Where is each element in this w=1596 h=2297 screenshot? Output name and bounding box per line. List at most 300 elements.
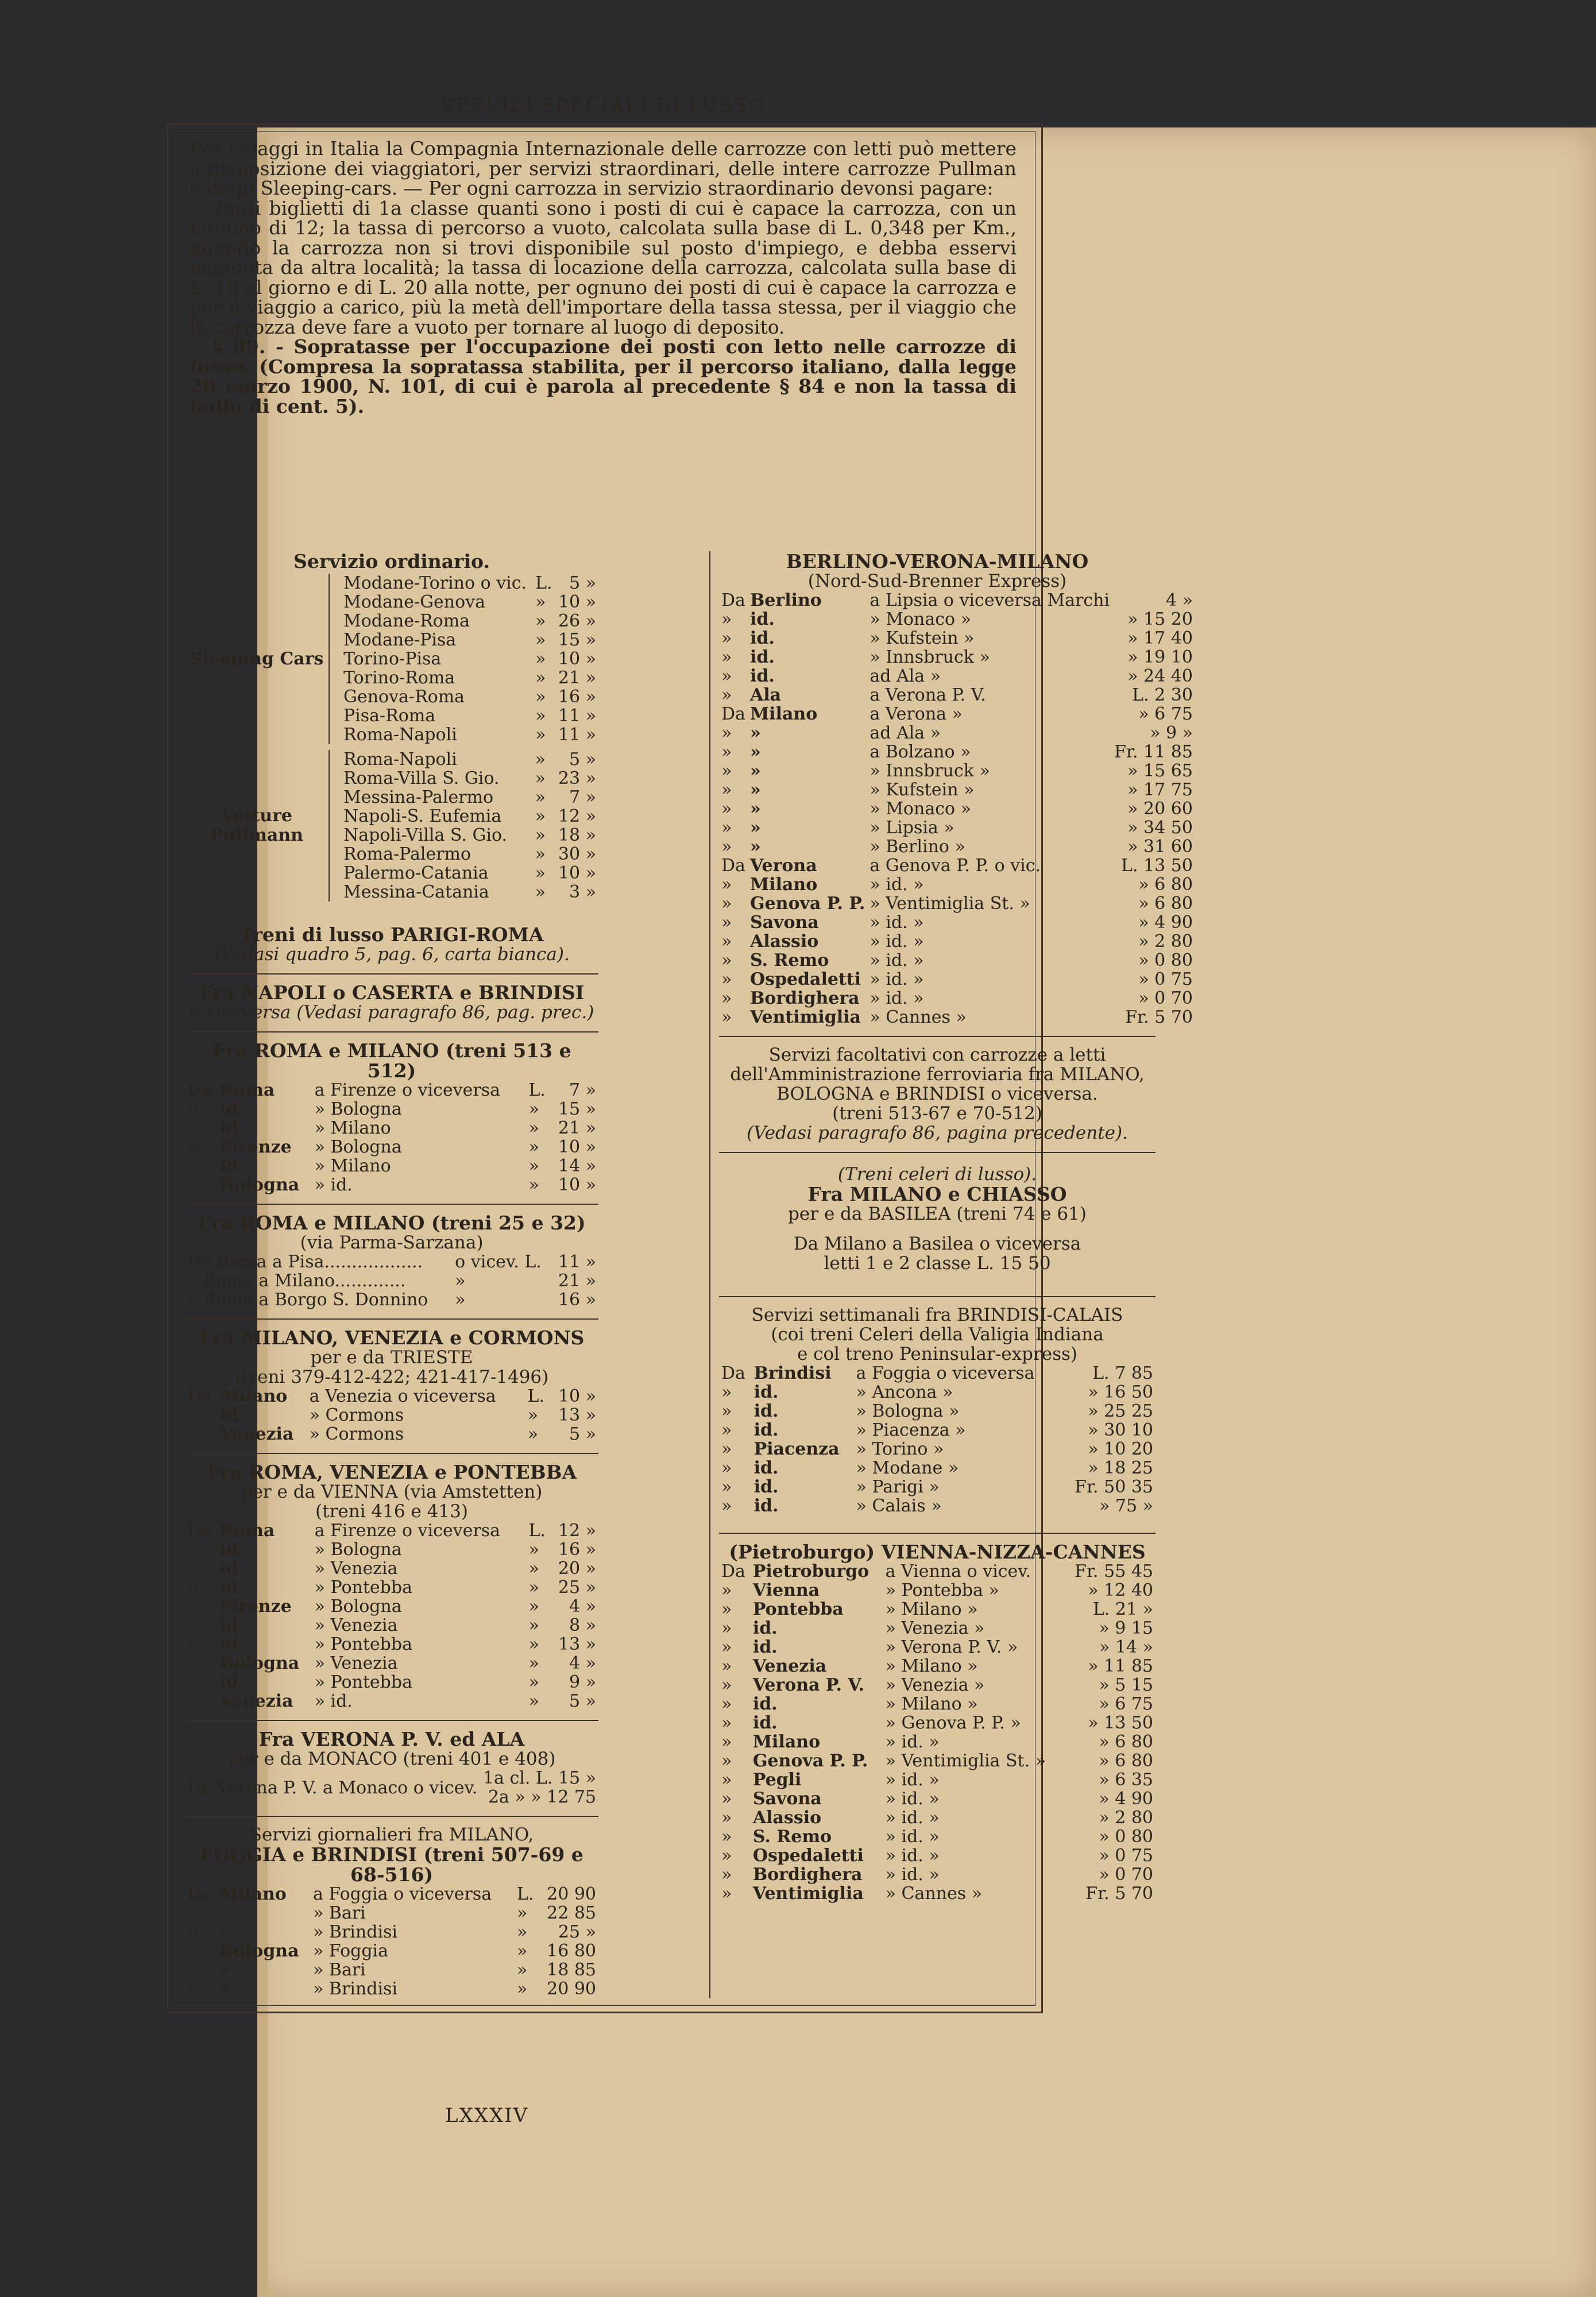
table-cell: » [187,1137,198,1157]
verona-monaco-price-2: 2a » » 12 75 [488,1787,596,1807]
table-cell: Milano [749,875,818,895]
table-row [719,1421,1156,1440]
table-row [185,1597,598,1616]
table-cell: » 17 40 [1127,628,1193,648]
table-cell: » [219,1979,230,1999]
table-cell: » 2 80 [1099,1808,1153,1828]
table-row [185,1290,598,1309]
table-cell: 25 » [558,1922,596,1942]
table-cell: 18 » [558,825,596,845]
table-cell: » id. » [885,1865,940,1885]
verona-monaco-label: Da Verona P. V. a Monaco o vicev. [187,1777,478,1798]
table-cell: » [721,1713,732,1733]
table-cell: 25 » [558,1577,596,1598]
table-cell: » [187,1118,198,1138]
table-cell: Verona P. V. [752,1675,864,1695]
table-cell: » [187,1922,198,1942]
table-row [719,1714,1156,1733]
table-cell: » [528,1577,539,1598]
table-cell: » 31 60 [1127,837,1193,857]
table-cell: » [528,1137,539,1157]
table-cell: » [516,1903,528,1923]
table-cell: » [721,609,732,629]
table-cell: Ospedaletti [752,1846,864,1866]
table-row [185,1885,598,1904]
table-cell: a Vienna o vicev. [885,1561,1031,1581]
table-cell: » [187,1175,198,1195]
table-cell: » Parigi » [856,1477,940,1497]
table-cell: Alassio [749,931,819,952]
table-cell: » 0 75 [1138,969,1193,989]
table-row [719,1751,1156,1770]
celeri-row1: Da Milano a Basilea o viceversa [793,1233,1081,1254]
table-cell: id. [219,1577,245,1598]
table-cell: » [528,1672,539,1692]
roma-milano-2-sub: (via Parma-Sarzana) [300,1232,484,1253]
table-row [719,1440,1156,1459]
table-cell: » [721,837,732,857]
table-cell: » [721,1496,732,1516]
table-cell: 11 » [558,725,596,745]
table-cell: Da Roma a Pisa.................. [187,1252,423,1272]
table-row [719,1657,1156,1676]
table-cell: » 6 75 [1138,704,1193,724]
table-row [341,631,598,649]
table-cell: » [535,592,546,612]
table-cell: » 4 90 [1138,912,1193,933]
table-row [185,1654,598,1673]
table-cell: Genova P. P. [749,894,865,914]
table-row [719,913,1195,932]
table-cell: 4 » [569,1653,596,1673]
table-row [185,1616,598,1635]
table-cell: Pietroburgo [752,1561,870,1581]
table-row [719,610,1195,629]
table-cell: id. [749,609,775,629]
intro-text [190,139,1017,416]
table-cell: » [721,1637,732,1657]
table-cell: » [721,761,732,781]
table-cell: » 30 10 [1088,1420,1153,1440]
table-cell: » [187,1903,198,1923]
table-row [719,1808,1156,1827]
table-cell: 11 » [558,706,596,726]
table-cell: Fr. 55 45 [1075,1561,1153,1581]
table-cell: S. Remo [752,1827,832,1847]
table-cell: Roma [219,1080,275,1100]
table-row [185,1521,598,1540]
table-cell: » [528,1615,539,1635]
table-cell: Firenze [219,1596,292,1617]
table-cell: » 13 50 [1088,1713,1153,1733]
celeri-title: (Treni celeri di lusso). [837,1164,1037,1185]
table-cell: id. [753,1420,779,1440]
table-cell: id. [219,1540,245,1560]
table-cell: Genova P. P. [752,1751,868,1771]
table-row [185,1425,598,1444]
table-cell: a Bolzano » [870,742,971,762]
table-cell: » [535,749,546,769]
table-row [341,845,598,864]
table-cell: » Milano » [885,1656,978,1676]
table-cell: Ala [749,685,782,705]
table-cell: » 19 10 [1127,647,1193,667]
table-cell: Fr. 5 70 [1125,1007,1193,1027]
table-cell: » [721,628,732,648]
table-cell: id. [749,666,775,686]
table-cell: id. [219,1559,245,1579]
table-cell: Pisa-Roma [343,706,436,726]
table-cell: » [721,969,732,989]
table-cell: » [535,611,546,631]
table-cell: » [721,742,732,762]
facoltativi-note: (Vedasi paragrafo 86, pagina precedente). [747,1123,1128,1143]
table-cell: Bologna [219,1175,300,1195]
table-cell: Venezia [219,1691,293,1711]
table-cell: » [749,761,761,781]
table-cell: » 5 15 [1099,1675,1153,1695]
table-cell: » [721,818,732,838]
table-row [341,725,598,744]
table-cell: » Pontebba [314,1634,412,1654]
table-row [719,1770,1156,1789]
table-cell: » [721,1808,732,1828]
table-cell: L. [528,1080,546,1100]
table-cell: id. [219,1099,245,1119]
table-cell: 26 » [558,611,596,631]
table-row [341,883,598,902]
table-row [341,788,598,807]
roma-pontebba-sub2: (treni 416 e 413) [315,1501,468,1522]
table-row [719,1865,1156,1884]
table-cell: » id. » [885,1846,940,1866]
table-cell: 5 » [569,573,596,593]
table-cell: 13 » [558,1634,596,1654]
table-cell: » [721,1656,732,1676]
table-cell: a Genova P. P. o vic. [870,856,1041,876]
table-cell: » 25 25 [1088,1401,1153,1421]
table-row [185,1252,598,1271]
table-cell: Palermo-Catania [343,863,489,883]
table-cell: » Milano [314,1118,391,1138]
table-cell: » [721,1865,732,1885]
table-row [719,1884,1156,1903]
table-cell: 10 » [558,863,596,883]
table-row [719,1581,1156,1600]
table-cell: 7 » [569,1080,596,1100]
berlino-milano-table [719,591,1195,1027]
table-row [719,1789,1156,1808]
table-cell: Da [721,590,745,610]
table-cell: » 16 50 [1088,1382,1153,1402]
table-cell: 9 » [569,1672,596,1692]
table-cell: L. [528,1521,546,1541]
napoli-brindisi-note: o viceversa (Vedasi paragrafo 86, pag. prec.) [189,1002,594,1023]
table-row [341,649,598,668]
table-cell: » Modane » [856,1458,959,1478]
table-cell: » Pontebba » [885,1580,999,1600]
table-row [185,1673,598,1692]
table-cell: » [721,666,732,686]
table-cell: » [721,1770,732,1790]
intro-paragraph-2: Tanti biglietti di 1a classe quanti sono i posti di cui è capace la carrozza, con un minimo di 12; la tassa di percorso a vuoto, calcolata sulla base di L. 0,348 per Km., quando la carrozza non si trovi disponibile sul posto d'impiego, e debba esservi mandata da altra località; la tassa di locazione della carrozza, calcolata sulla base di L. 10 al giorno e di L. 20 alla notte, per ognuno dei posti di cui è capace la carrozza e per il viaggio a carico, più la metà dell'importare della tassa stessa, per il viaggio che la carrozza deve fare a vuoto per tornare al luogo di deposito. [190,196,1017,338]
table-cell: 30 » [558,844,596,864]
table-cell: » [535,825,546,845]
table-cell: » id. » [885,1732,940,1752]
table-row [719,856,1195,875]
table-cell: » Milano » [885,1599,978,1619]
table-cell: » Kufstein » [870,780,975,800]
table-cell: » 9 15 [1099,1618,1153,1638]
table-cell: » [527,1405,539,1425]
table-cell: » 18 25 [1088,1458,1153,1478]
table-cell: » id. [314,1175,353,1195]
table-cell: » 0 80 [1099,1827,1153,1847]
table-cell: » [219,1903,230,1923]
table-cell: Da [187,1386,211,1406]
table-cell: » Ventimiglia St. » [870,894,1030,914]
table-row [719,1733,1156,1751]
table-cell: » [187,1424,198,1444]
table-cell: » [721,1618,732,1638]
table-cell: » [721,1751,732,1771]
table-row [719,686,1195,705]
table-row [719,1402,1156,1421]
table-cell: » [535,668,546,688]
table-cell: » Venezia » [885,1675,985,1695]
table-cell: » Innsbruck » [870,761,990,781]
table-cell: Napoli-Villa S. Gio. [343,825,508,845]
table-cell: » [749,818,761,838]
table-row [341,864,598,883]
table-cell: 20 90 [547,1979,596,1999]
table-cell: id. [219,1672,245,1692]
table-cell: Firenze [219,1137,292,1157]
table-cell: Roma-Villa S. Gio. [343,768,500,788]
milano-foggia-title: Servizi giornalieri fra MILANO, [249,1824,534,1845]
table-cell: » Bari [313,1903,366,1923]
table-cell: » Calais » [856,1496,942,1516]
table-row [341,769,598,788]
table-cell: » Pontebba [314,1672,412,1692]
verona-monaco-sub: per e da MONACO (treni 401 e 408) [227,1749,556,1769]
table-cell: » Brindisi [313,1979,397,1999]
table-cell: ad Ala » [870,723,941,743]
milano-cormons-table [185,1387,598,1444]
table-cell: 22 85 [547,1903,596,1923]
table-row [719,1827,1156,1846]
table-cell: id. [753,1496,779,1516]
table-cell: » 10 20 [1088,1439,1153,1459]
celeri-row2: letti 1 e 2 classe L. 15 50 [824,1253,1051,1274]
table-row [719,1562,1156,1581]
table-row [719,1383,1156,1402]
table-cell: » [721,1458,732,1478]
table-row [719,932,1195,951]
table-cell: 21 » [558,1118,596,1138]
table-cell: » [528,1634,539,1654]
table-cell: » [721,894,732,914]
table-cell: » id. » [870,950,924,970]
table-row [719,780,1195,799]
table-cell: Alassio [752,1808,822,1828]
table-cell: 3 » [569,882,596,902]
table-cell: » [187,1634,198,1654]
table-cell: » id. » [870,969,924,989]
table-cell: » [528,1540,539,1560]
table-cell: 16 » [558,687,596,707]
table-cell: Roma-Napoli [343,749,457,769]
table-cell: a Firenze o viceversa [314,1080,500,1100]
pullman-table [341,750,598,902]
table-cell: Da [721,1363,745,1383]
table-cell: » 6 80 [1138,894,1193,914]
table-cell: Venezia [752,1656,827,1676]
table-cell: L. 21 » [1092,1599,1153,1619]
table-cell: Da [721,1561,745,1581]
table-cell: » 0 70 [1138,988,1193,1008]
table-cell: » Ancona » [856,1382,953,1402]
table-cell: a Verona P. V. [870,685,986,705]
page-header: SERVIZI SPECIALI DI LUSSO [440,94,766,117]
table-cell: » [528,1099,539,1119]
table-cell: » [187,1960,198,1980]
table-row [185,1119,598,1138]
table-cell: » Bologna [314,1137,402,1157]
table-cell: » 15 65 [1127,761,1193,781]
table-cell: 14 » [558,1156,596,1176]
table-cell: » Cormons [309,1424,404,1444]
table-cell: a Verona » [870,704,963,724]
table-cell: 7 » [569,787,596,807]
table-cell: » Berlino » [870,837,965,857]
table-cell: » 0 75 [1099,1846,1153,1866]
table-cell: id. [219,1634,245,1654]
table-cell: a Firenze o viceversa [314,1521,500,1541]
table-cell: » [721,1675,732,1695]
table-cell: » 15 20 [1127,609,1193,629]
table-cell: id. [752,1618,778,1638]
table-cell: » 6 80 [1099,1732,1153,1752]
table-cell: Piacenza [753,1439,840,1459]
table-row [719,875,1195,894]
table-cell: a Foggia o viceversa [856,1363,1035,1383]
table-cell: » Ventimiglia St. » [885,1751,1046,1771]
table-cell: » 20 60 [1127,799,1193,819]
table-cell: » 34 50 [1127,818,1193,838]
table-cell: 10 » [558,1175,596,1195]
table-cell: » [535,844,546,864]
table-row [185,1157,598,1175]
table-cell: 4 » [1165,590,1193,610]
table-cell: » [749,742,761,762]
table-cell: Torino-Pisa [343,649,442,669]
table-row [341,750,598,769]
table-cell: » id. » [870,931,924,952]
table-row [185,1979,598,1998]
table-cell: » [516,1960,528,1980]
table-row [719,970,1195,989]
table-cell: 15 » [558,1099,596,1119]
milano-cormons-title: Fra MILANO, VENEZIA e CORMONS [199,1327,585,1349]
table-cell: » 11 85 [1088,1656,1153,1676]
table-cell: » [535,687,546,707]
table-cell: » [749,780,761,800]
table-cell: Modane-Roma [343,611,470,631]
table-cell: » [187,1540,198,1560]
table-cell: » [219,1960,230,1980]
table-cell: » Venezia [314,1559,398,1579]
table-cell: » Bologna [314,1596,402,1617]
table-cell: » [721,799,732,819]
table-cell: ad Ala » [870,666,941,686]
table-cell: » 6 80 [1138,875,1193,895]
intro-paragraph-1: Per i viaggi in Italia la Compagnia Internazionale delle carrozze con letti può mettere a disposizione dei viaggiatori, per servizi straordinari, delle intere carrozze Pullman e degli Sleeping-cars. — Per ogni carrozza in servizio straordinario devonsi pagare: [190,137,1017,199]
table-cell: Milano [220,1386,288,1406]
table-cell: 10 » [558,592,596,612]
table-cell: » [721,1884,732,1904]
napoli-brindisi-title: Fra NAPOLI o CASERTA e BRINDISI [199,981,585,1004]
table-row [719,1364,1156,1383]
table-cell: » [721,1732,732,1752]
table-cell: 21 » [558,668,596,688]
table-cell: » [721,988,732,1008]
table-row [341,706,598,725]
table-row [719,1496,1156,1515]
table-cell: » [721,1580,732,1600]
table-cell: Da [187,1080,211,1100]
table-row [185,1923,598,1942]
table-cell: Pontebba [752,1599,844,1619]
page-number: LXXXIV [445,2104,529,2127]
table-cell: » [535,806,546,826]
table-row [719,667,1195,686]
table-row [341,593,598,612]
table-cell: Ospedaletti [749,969,861,989]
table-cell: » [721,950,732,970]
table-cell: 8 » [569,1615,596,1635]
table-cell: Savona [752,1789,822,1809]
table-cell: » [528,1596,539,1617]
table-cell: Milano [752,1732,821,1752]
table-cell: a Lipsia o viceversa Marchi [870,590,1110,610]
table-cell: » Venezia » [885,1618,985,1638]
table-cell: Modane-Torino o vic. [343,573,527,593]
table-cell: 21 » [558,1271,596,1291]
table-cell: » [187,1941,198,1961]
table-cell: » [749,837,761,857]
verona-monaco-table [185,1769,598,1807]
table-cell: » Verona P. V. » [885,1637,1018,1657]
table-cell: 23 » [558,768,596,788]
table-cell: » [187,1099,198,1119]
table-cell: 16 » [558,1290,596,1310]
table-cell: » 12 40 [1088,1580,1153,1600]
table-row [341,687,598,706]
table-cell: Bologna [219,1941,299,1961]
table-row [719,1619,1156,1638]
table-cell: Genova-Roma [343,687,465,707]
table-cell: L. [535,573,552,593]
table-cell: » 4 90 [1099,1789,1153,1809]
table-row [185,1942,598,1960]
table-cell: » [721,875,732,895]
table-cell: Savona [749,912,819,933]
table-cell: » [721,1789,732,1809]
table-cell: » [721,931,732,952]
table-cell: » 2 80 [1138,931,1193,952]
table-cell: » Genova P. P. » [885,1713,1021,1733]
